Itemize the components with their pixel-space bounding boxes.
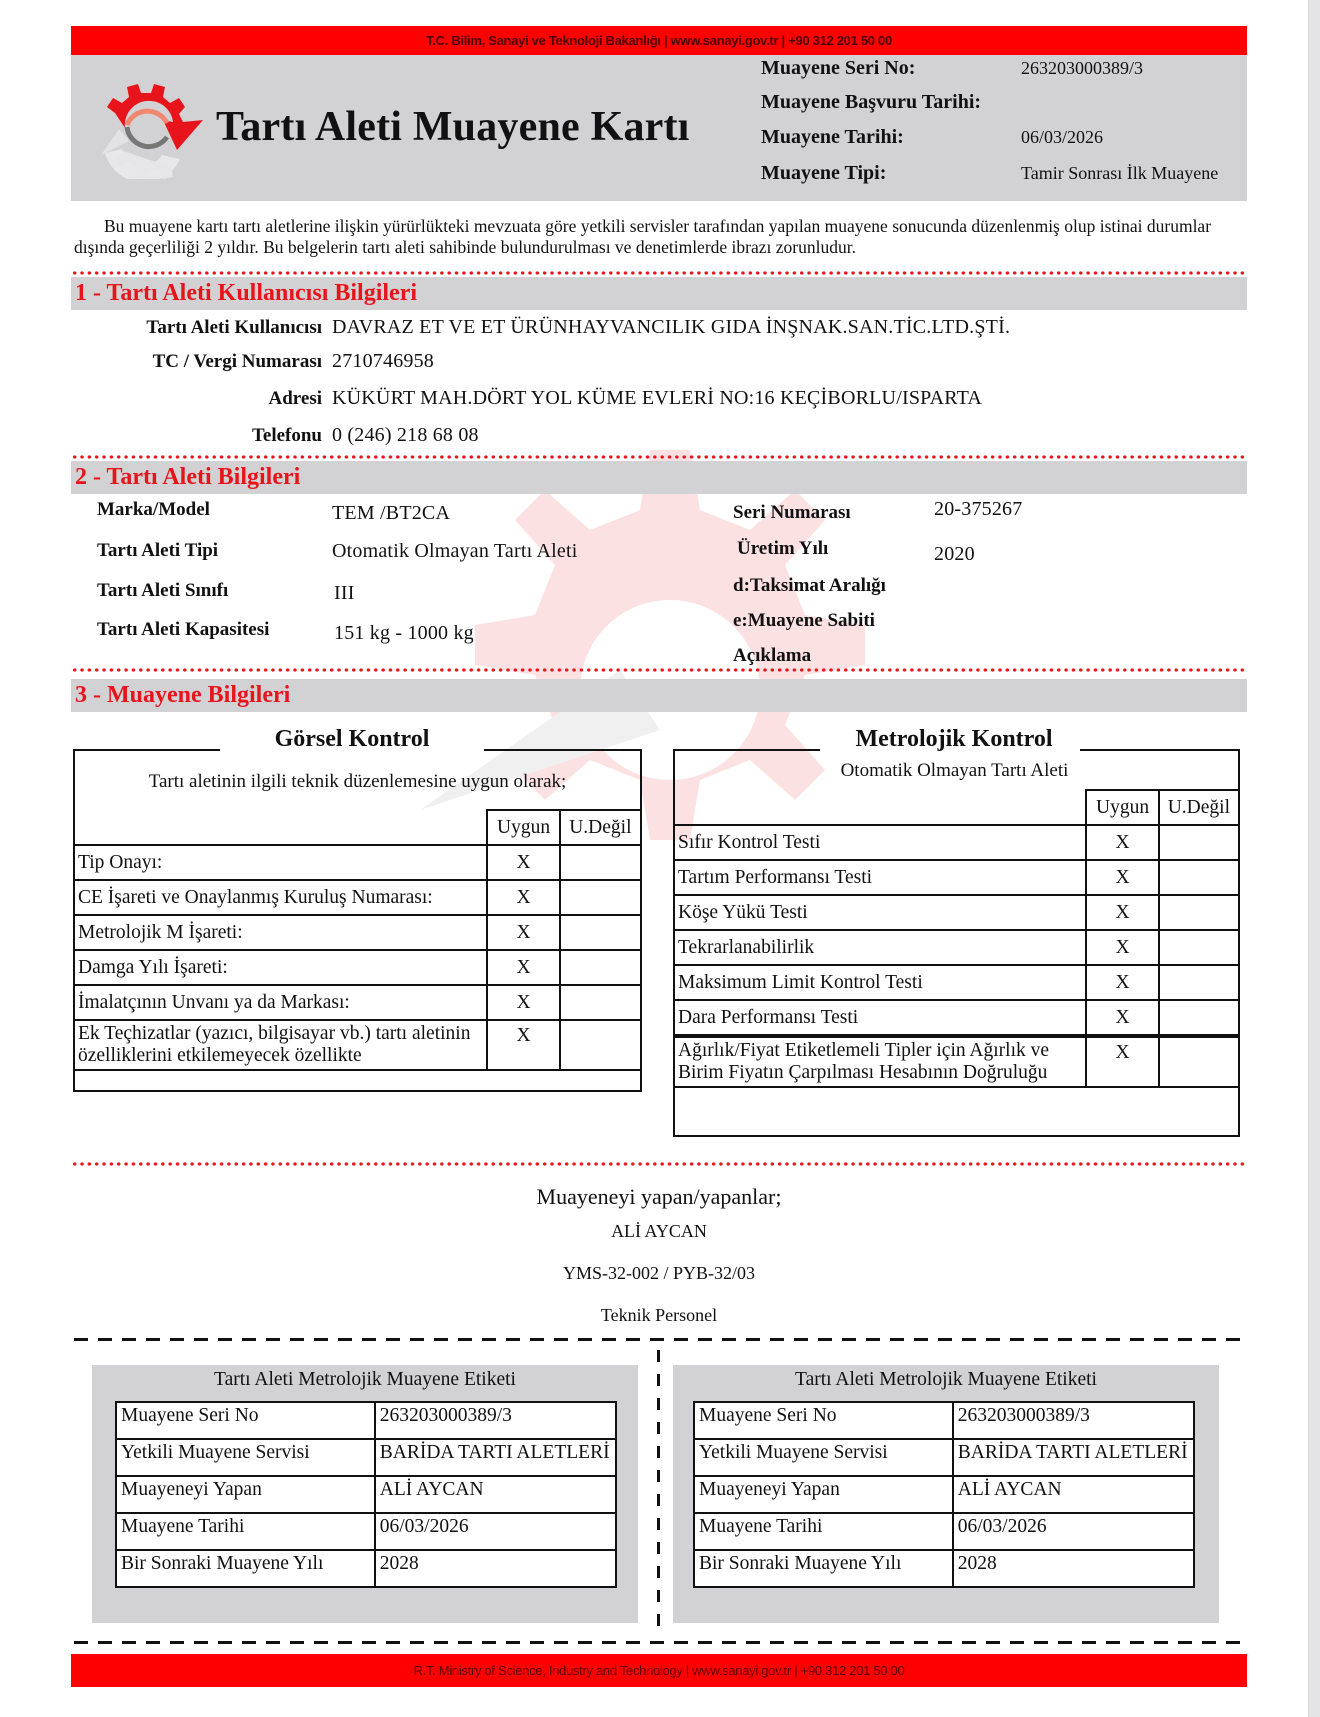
device-class-label: Tartı Aleti Sınıfı (97, 580, 229, 601)
check-nok-mark (1159, 1036, 1239, 1087)
brand-model-label: Marka/Model (97, 499, 210, 520)
inspector-name: ALİ AYCAN (611, 1221, 707, 1241)
section-2-header (71, 461, 1247, 494)
page-edge (1308, 0, 1320, 1717)
label-value: 2028 (953, 1550, 1194, 1587)
section-1-header (71, 277, 1247, 310)
check-ok-mark: X (487, 880, 559, 915)
check-item: Tartım Performansı Testi (674, 860, 1086, 895)
check-item: Tekrarlanabilirlik (674, 930, 1086, 965)
check-item: Damga Yılı İşareti: (74, 950, 487, 985)
check-ok-mark: X (1086, 965, 1158, 1000)
header-field-label: Muayene Başvuru Tarihi: (761, 91, 982, 113)
cut-line (74, 1641, 1246, 1644)
label-key: Muayene Tarihi (694, 1513, 953, 1550)
frame-line (73, 749, 220, 751)
blank-cell (74, 810, 487, 845)
inspector-role: Teknik Personel (600, 1305, 718, 1325)
inspection-label-left (92, 1365, 638, 1623)
label-value: 263203000389/3 (953, 1402, 1194, 1439)
header-field-inspection-date (761, 126, 1103, 149)
check-item: Ağırlık/Fiyat Etiketlemeli Tipler için Ağırlık ve Birim Fiyatın Çarpılması Hesabının Doğruluğu (674, 1036, 1086, 1087)
gear-arrow-logo-icon (93, 79, 203, 179)
table-header-row (674, 790, 1239, 825)
table-row (116, 1476, 616, 1513)
metrological-check-title: Metrolojik Kontrol (855, 726, 1053, 752)
production-year-value: 2020 (934, 543, 975, 565)
section-divider (71, 455, 1247, 459)
table-row (674, 895, 1239, 930)
label-table (115, 1401, 617, 1588)
col-nok-header: U.Değil (1159, 790, 1239, 825)
visual-check-table (73, 809, 642, 1071)
table-row (116, 1550, 616, 1587)
label-key: Muayeneyi Yapan (694, 1476, 953, 1513)
check-ok-mark: X (487, 985, 559, 1020)
label-title: Tartı Aleti Metrolojik Muayene Etiketi (795, 1369, 1097, 1390)
check-ok-mark: X (1086, 825, 1158, 860)
check-nok-mark (1159, 895, 1239, 930)
label-key: Yetkili Muayene Servisi (694, 1439, 953, 1476)
label-key: Muayene Tarihi (116, 1513, 375, 1550)
check-nok-mark (1159, 965, 1239, 1000)
header-field-application-date (761, 91, 1021, 114)
card-header (71, 55, 1247, 201)
check-ok-mark: X (487, 915, 559, 950)
table-row (694, 1476, 1194, 1513)
table-row (74, 845, 641, 880)
table-row (74, 880, 641, 915)
device-type-value: Otomatik Olmayan Tartı Aleti (332, 540, 578, 562)
section-1-title: 1 - Tartı Aleti Kullanıcısı Bilgileri (75, 280, 418, 306)
section-3-header (71, 679, 1247, 712)
frame-line (673, 749, 820, 751)
table-row (674, 930, 1239, 965)
label-key: Yetkili Muayene Servisi (116, 1439, 375, 1476)
table-row (674, 860, 1239, 895)
table-row (694, 1513, 1194, 1550)
device-class-value: III (334, 582, 355, 604)
check-item: CE İşareti ve Onaylanmış Kuruluş Numarası: (74, 880, 487, 915)
table-row (694, 1402, 1194, 1439)
check-nok-mark (560, 1020, 641, 1070)
production-year-label: Üretim Yılı (737, 538, 829, 559)
page-title: Tartı Aleti Muayene Kartı (216, 104, 690, 150)
phone-label: Telefonu (251, 425, 322, 446)
visual-check-title: Görsel Kontrol (274, 726, 430, 752)
inspection-label-right (673, 1365, 1219, 1623)
label-value: ALİ AYCAN (375, 1476, 616, 1513)
check-nok-mark (560, 915, 641, 950)
label-value: 06/03/2026 (375, 1513, 616, 1550)
label-key: Muayene Seri No (694, 1402, 953, 1439)
bottom-contact-bar: R.T. Ministry of Science, Industry and Technology | www.sanayi.gov.tr | +90 312 201 50 00 (71, 1654, 1247, 1687)
user-value: DAVRAZ ET VE ET ÜRÜNHAYVANCILIK GIDA İNŞNAK.SAN.TİC.LTD.ŞTİ. (332, 316, 1011, 338)
col-nok-header: U.Değil (560, 810, 641, 845)
address-value: KÜKÜRT MAH.DÖRT YOL KÜME EVLERİ NO:16 KEÇİBORLU/ISPARTA (332, 387, 983, 409)
check-item: Maksimum Limit Kontrol Testi (674, 965, 1086, 1000)
section-divider (71, 271, 1247, 275)
blank-cell (674, 790, 1086, 825)
check-ok-mark: X (487, 950, 559, 985)
section-divider (71, 1162, 1247, 1166)
description-label: Açıklama (733, 645, 812, 666)
label-value: BARİDA TARTI ALETLERİ (953, 1439, 1194, 1476)
label-key: Muayeneyi Yapan (116, 1476, 375, 1513)
check-ok-mark: X (1086, 1000, 1158, 1036)
section-3-title: 3 - Muayene Bilgileri (75, 682, 291, 708)
table-header-row (74, 810, 641, 845)
label-title: Tartı Aleti Metrolojik Muayene Etiketi (214, 1369, 516, 1390)
check-item: Sıfır Kontrol Testi (674, 825, 1086, 860)
table-row (694, 1439, 1194, 1476)
cut-line (74, 1338, 1246, 1341)
verification-scale-label: e:Muayene Sabiti (733, 610, 875, 631)
table-row (116, 1513, 616, 1550)
header-field-serial (761, 57, 1143, 80)
label-value: 06/03/2026 (953, 1513, 1194, 1550)
label-key: Muayene Seri No (116, 1402, 375, 1439)
cut-line-vertical (657, 1350, 660, 1635)
user-label: Tartı Aleti Kullanıcısı (146, 317, 322, 338)
frame-line (484, 749, 640, 751)
check-ok-mark: X (1086, 895, 1158, 930)
serial-number-value: 20-375267 (934, 498, 1023, 520)
table-row (116, 1402, 616, 1439)
section-2-title: 2 - Tartı Aleti Bilgileri (75, 464, 301, 490)
table-row (694, 1550, 1194, 1587)
brand-model-value: TEM /BT2CA (332, 502, 451, 524)
check-item: Dara Performansı Testi (674, 1000, 1086, 1036)
table-row (74, 985, 641, 1020)
metrological-check-subtitle: Otomatik Olmayan Tartı Aleti (840, 760, 1069, 781)
check-item: Metrolojik M İşareti: (74, 915, 487, 950)
capacity-label: Tartı Aleti Kapasitesi (97, 619, 270, 640)
label-key: Bir Sonraki Muayene Yılı (694, 1550, 953, 1587)
table-row (674, 825, 1239, 860)
check-nok-mark (1159, 1000, 1239, 1036)
inspector-code: YMS-32-002 / PYB-32/03 (562, 1263, 755, 1283)
table-row (674, 1036, 1239, 1087)
col-ok-header: Uygun (487, 810, 559, 845)
top-contact-bar: T.C. Bilim, Sanayi ve Teknoloji Bakanlığı | www.sanayi.gov.tr | +90 312 201 50 00 (71, 26, 1247, 55)
check-nok-mark (560, 880, 641, 915)
header-field-label: Muayene Seri No: (761, 57, 916, 79)
tax-number-value: 2710746958 (332, 350, 434, 372)
header-field-label: Muayene Tipi: (761, 162, 887, 184)
table-row (674, 965, 1239, 1000)
label-key: Bir Sonraki Muayene Yılı (116, 1550, 375, 1587)
check-item: Köşe Yükü Testi (674, 895, 1086, 930)
visual-check-subtitle: Tartı aletinin ilgili teknik düzenlemesine uygun olarak; (148, 771, 567, 792)
check-ok-mark: X (487, 845, 559, 880)
header-field-value: 06/03/2026 (1021, 127, 1104, 147)
inspector-heading: Muayeneyi yapan/yapanlar; (536, 1184, 782, 1209)
check-item: Ek Teçhizatlar (yazıcı, bilgisayar vb.) tartı aletinin özelliklerini etkilemeyecek özellikte (74, 1020, 487, 1070)
frame-line (1080, 749, 1238, 751)
table-row (74, 1020, 641, 1070)
table-row (116, 1439, 616, 1476)
device-type-label: Tartı Aleti Tipi (97, 540, 219, 561)
check-ok-mark: X (1086, 930, 1158, 965)
table-row (74, 915, 641, 950)
check-nok-mark (560, 985, 641, 1020)
header-field-label: Muayene Tarihi: (761, 126, 904, 148)
label-value: 2028 (375, 1550, 616, 1587)
header-field-value: 263203000389/3 (1021, 58, 1144, 78)
check-nok-mark (1159, 930, 1239, 965)
intro-paragraph: Bu muayene kartı tartı aletlerine ilişkin yürürlükteki mevzuata göre yetkili servisler tarafından yapılan muayene sonucunda düzenlenmiş olup istinai durumlar dışında geçerliliği 2 yıldır. Bu belgelerin tartı aleti sahibinde bulundurulması ve denetimlerde ibrazı zorunludur. (74, 216, 1212, 257)
label-value: 263203000389/3 (375, 1402, 616, 1439)
phone-value: 0 (246) 218 68 08 (332, 424, 479, 446)
check-nok-mark (1159, 825, 1239, 860)
check-item: Tip Onayı: (74, 845, 487, 880)
header-field-value: Tamir Sonrası İlk Muayene (1021, 163, 1219, 183)
check-item: İmalatçının Unvanı ya da Markası: (74, 985, 487, 1020)
address-label: Adresi (268, 388, 322, 409)
table-row (674, 1000, 1239, 1036)
capacity-value: 151 kg - 1000 kg (334, 622, 474, 644)
check-ok-mark: X (1086, 860, 1158, 895)
label-table (693, 1401, 1195, 1588)
table-row (74, 950, 641, 985)
check-ok-mark: X (487, 1020, 559, 1070)
serial-number-label: Seri Numarası (733, 502, 851, 523)
header-field-inspection-type (761, 162, 1218, 185)
label-value: ALİ AYCAN (953, 1476, 1194, 1513)
metrological-check-table (673, 789, 1240, 1088)
section-divider (71, 668, 1247, 672)
tax-number-label: TC / Vergi Numarası (152, 351, 322, 372)
check-nok-mark (560, 845, 641, 880)
check-nok-mark (1159, 860, 1239, 895)
check-ok-mark: X (1086, 1036, 1158, 1087)
check-nok-mark (560, 950, 641, 985)
col-ok-header: Uygun (1086, 790, 1158, 825)
division-label: d:Taksimat Aralığı (733, 575, 886, 596)
label-value: BARİDA TARTI ALETLERİ (375, 1439, 616, 1476)
